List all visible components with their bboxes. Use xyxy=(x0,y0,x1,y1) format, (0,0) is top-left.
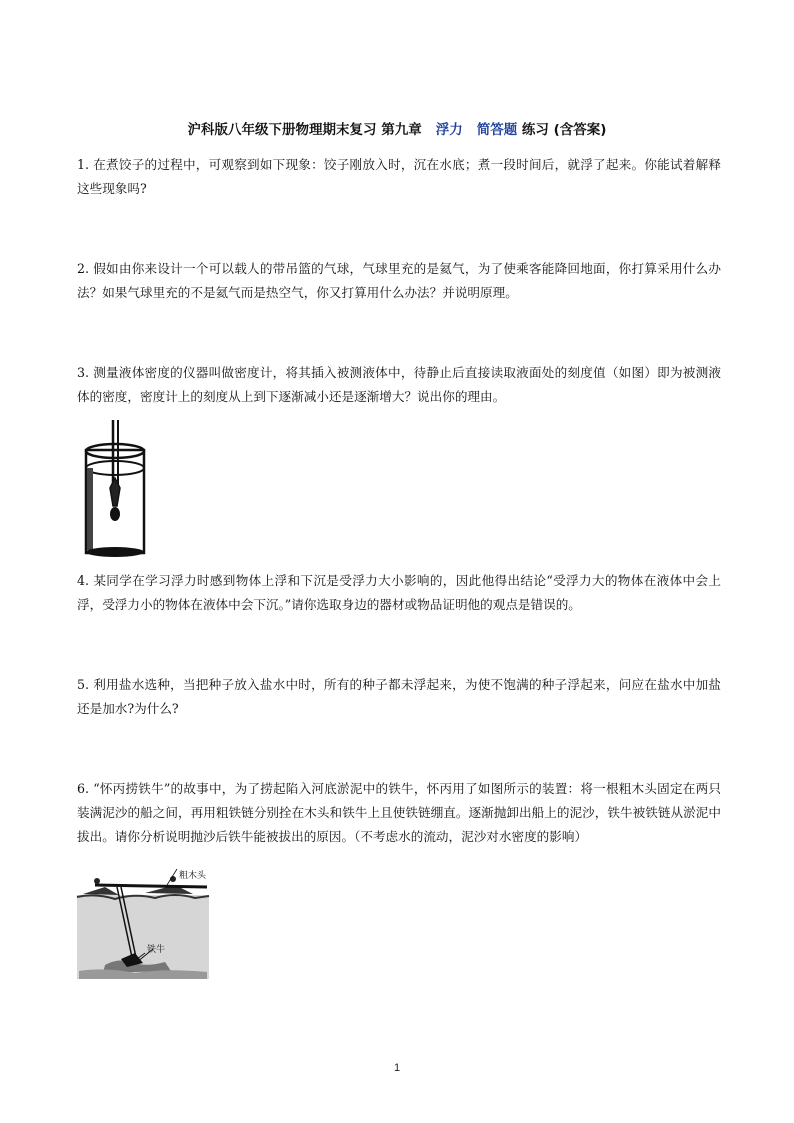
question-1: 1. 在煮饺子的过程中，可观察到如下现象：饺子刚放入时，沉在水底；煮一段时间后，就浮了起来。你能试着解释这些现象吗? xyxy=(77,157,721,196)
question-6: 6. “怀丙捞铁牛”的故事中，为了捞起陷入河底淤泥中的铁牛，怀丙用了如图所示的装置：将一根粗木头固定在两只装满泥沙的船之间，再用粗铁链分别拴在木头和铁牛上且使铁链绷直。逐渐抛卸出船上的泥沙，铁牛被铁链从淤泥中拔出。请你分析说明抛沙后铁牛能被拔出的原因。（不考虑水的流动，泥沙对水密度的影响） xyxy=(77,781,721,844)
title-part1: 沪科版八年级下册物理期末复习 第九章 xyxy=(187,122,422,138)
hydrometer-figure xyxy=(80,418,152,558)
question-2: 2. 假如由你来设计一个可以载人的带吊篮的气球，气球里充的是氦气，为了使乘客能降回地面，你打算采用什么办法？如果气球里充的不是氦气而是热空气，你又打算用什么办法？并说明原理。 xyxy=(77,261,721,300)
document-title xyxy=(0,118,794,138)
question-5: 5. 利用盐水选种，当把种子放入盐水中时，所有的种子都未浮起来，为使不饱满的种子浮起来，问应在盐水中加盐还是加水?为什么? xyxy=(77,677,721,716)
iron-ox-label: 铁牛 xyxy=(147,945,166,955)
title-topic2: 简答题 xyxy=(476,122,518,138)
question-4: 4. 某同学在学习浮力时感到物体上浮和下沉是受浮力大小影响的，因此他得出结论“受浮力大的物体在液体中会上浮，受浮力小的物体在液体中会下沉。”请你选取身边的器材或物品证明他的观点是错误的。 xyxy=(77,573,721,612)
iron-ox-salvage-figure xyxy=(75,867,217,979)
question-3: 3. 测量液体密度的仪器叫做密度计，将其插入被测液体中，待静止后直接读取液面处的刻度值（如图）即为被测液体的密度，密度计上的刻度从上到下逐渐减小还是逐渐增大？说出你的理由。 xyxy=(77,365,721,404)
log-label: 粗木头 xyxy=(179,871,207,881)
title-part2: 练习 (含答案) xyxy=(521,122,607,138)
title-topic1: 浮力 xyxy=(435,122,463,138)
page-number: 1 xyxy=(393,1062,401,1074)
